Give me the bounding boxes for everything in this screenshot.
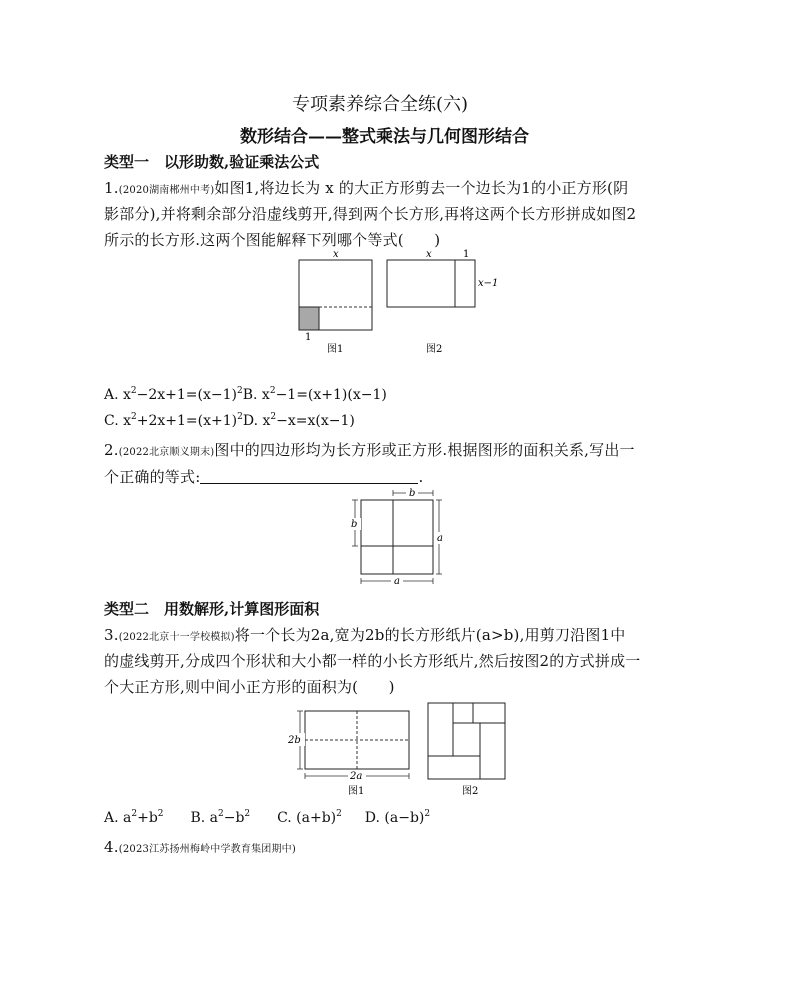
label-x: x [333,249,339,260]
page-title: 专项素养综合全练(六) [292,94,469,115]
question-number: 4. [104,838,119,856]
q1-figure-2 [380,248,510,358]
question-text: 图中的四边形均为长方形或正方形.根据图形的面积关系,写出一 [214,441,635,459]
question-source: (2022北京十一学校模拟) [118,632,235,643]
q2-figure [340,484,450,594]
label-x: x [426,249,432,260]
section-heading-2: 类型二 用数解形,计算图形面积 [104,600,320,618]
q1-options-row-1 [104,387,387,403]
question-1-line-2: 影部分),并将剩余部分沿虚线剪开,得到两个长方形,再将这两个长方形拼成如图2 [104,205,637,223]
section-heading-1: 类型一 以形助数,验证乘法公式 [104,153,320,171]
label-1: 1 [305,332,312,343]
label-2a: 2a [350,771,363,782]
figure-caption: 图1 [348,786,365,797]
option-a[interactable]: A. $a^2+b^2$ [104,809,164,826]
question-4-line-1 [104,838,296,856]
question-number: 2. [104,441,119,459]
question-number: 1. [104,179,119,197]
question-3-line-2: 的虚线剪开,分成四个形状和大小都一样的小长方形纸片,然后按图2的方式拼成一 [104,652,641,670]
label-x-minus-1: x−1 [478,278,499,289]
outer-square [361,500,433,574]
shaded-small-square [299,307,319,330]
question-3-line-1 [104,624,626,645]
big-square [428,703,505,779]
page-subtitle: 数形结合——整式乘法与几何图形结合 [240,127,529,147]
option-b[interactable]: B. $a^2-b^2$ [190,809,251,826]
figure-caption: 图2 [426,344,443,355]
figure-caption: 图1 [327,344,344,355]
question-text: 将一个长为2a,宽为2b的长方形纸片(a>b),用剪刀沿图1中 [234,626,626,644]
option-d[interactable]: D. $x^2-x=x(x-1)$ [242,412,355,429]
question-2-line-1 [104,439,635,460]
question-source: (2022北京顺义期末) [118,447,215,458]
question-1-line-3: 所示的长方形.这两个图能解释下列哪个等式( ) [104,231,441,249]
figure-caption: 图2 [462,786,479,797]
option-c[interactable]: C. $(a+b)^2$ [277,809,342,826]
q3-figure-1 [284,702,419,802]
q1-options-row-2 [104,413,355,429]
option-b[interactable]: B. $x^2-1=(x+1)(x-1)$ [242,386,387,403]
option-a[interactable]: A. $x^2-2x+1=(x-1)^2$ [104,386,243,403]
label-top-b: b [409,488,416,499]
label-2b: 2b [288,735,301,746]
q3-figure-2 [420,700,520,800]
center-small-square [453,723,480,756]
option-d[interactable]: D. $(a-b)^2$ [364,809,431,826]
combined-rectangle [387,260,475,307]
answer-blank[interactable] [200,469,418,484]
question-source: (2020湖南郴州中考) [118,185,215,196]
question-text: 如图1,将边长为 x 的大正方形剪去一个边长为1的小正方形(阴 [214,179,629,197]
q1-figure-1 [290,248,380,358]
label-right-a: a [437,533,443,544]
option-c[interactable]: C. $x^2+2x+1=(x+1)^2$ [104,412,243,429]
question-source: (2023江苏扬州梅岭中学教育集团期中) [118,844,296,855]
question-number: 3. [104,626,119,644]
question-2-line-2: 个正确的等式: . [104,468,424,486]
label-1: 1 [463,249,470,260]
q3-options-row [104,810,430,826]
label-bottom-a: a [394,576,400,587]
question-1-line-1 [104,177,628,198]
label-left-b: b [351,519,358,530]
question-3-line-3: 个大正方形,则中间小正方形的面积为( ) [104,678,395,696]
